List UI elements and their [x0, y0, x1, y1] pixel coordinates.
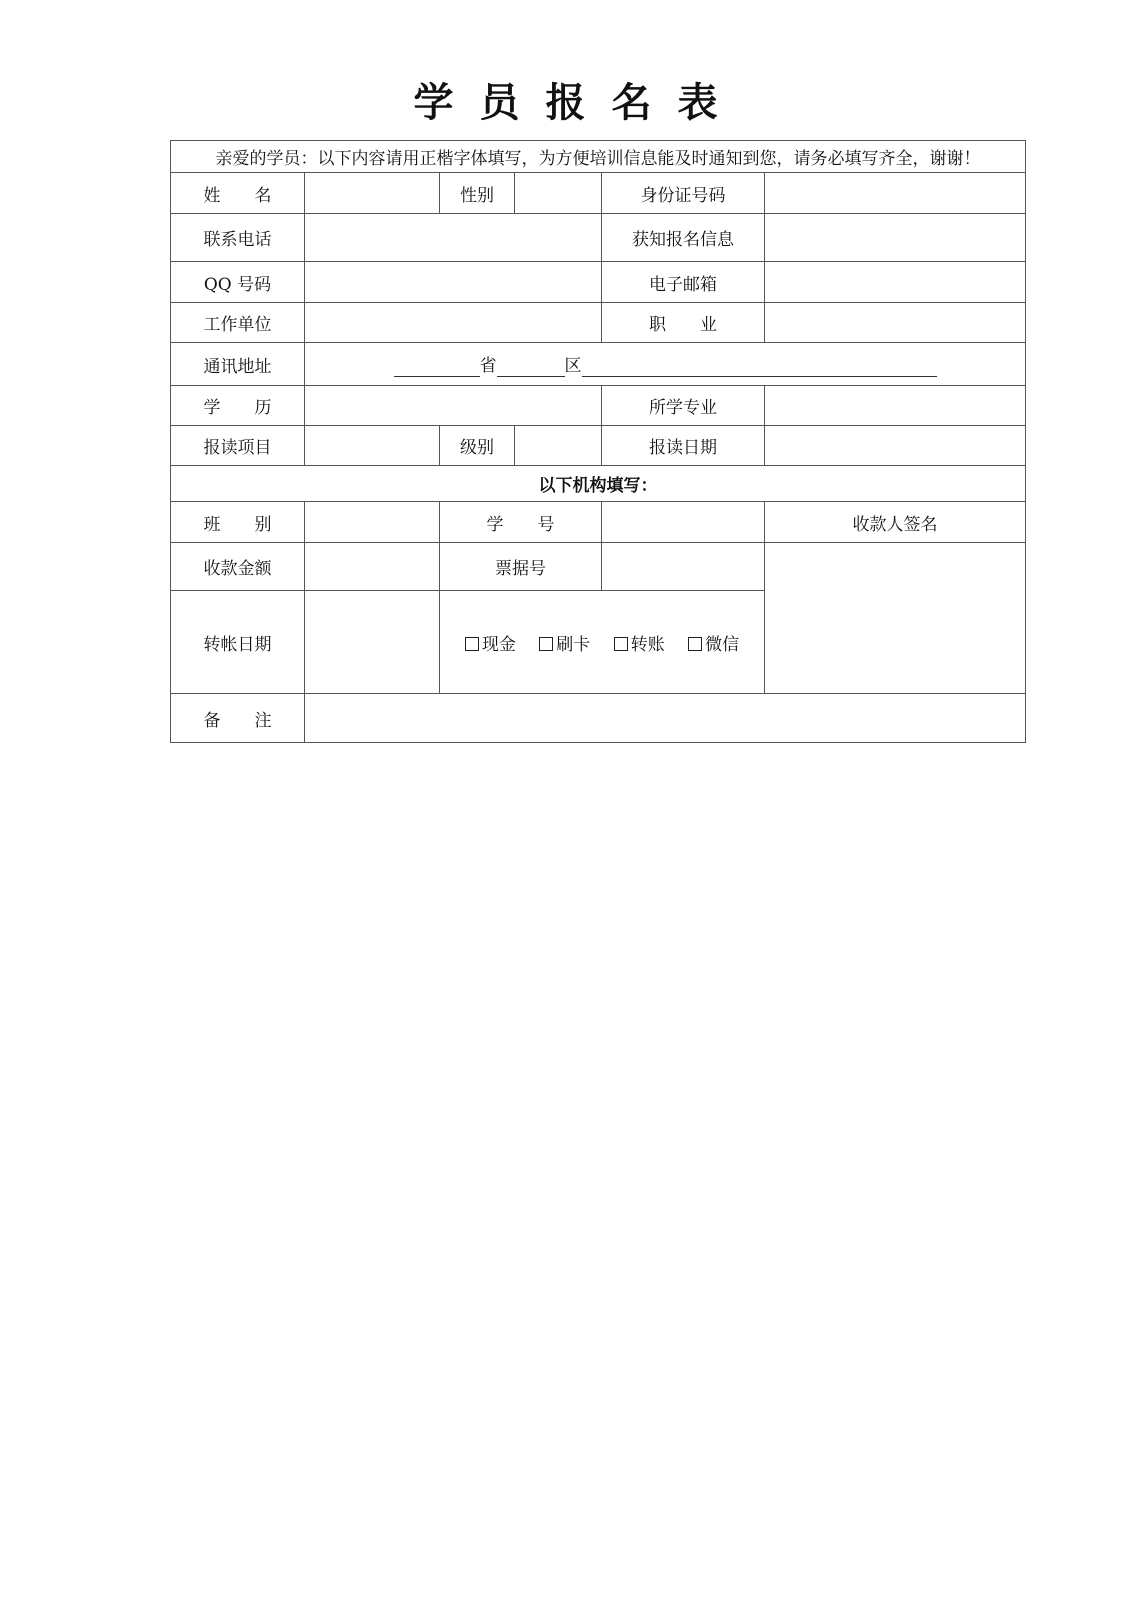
phone-label: 联系电话: [171, 214, 305, 262]
payment-option-wechat[interactable]: 微信: [688, 635, 739, 655]
gender-label: 性别: [440, 173, 515, 214]
notice-text: 亲爱的学员：以下内容请用正楷字体填写，为方便培训信息能及时通知到您，请务必填写齐全，谢谢！: [171, 141, 1026, 173]
id-number-field[interactable]: [765, 173, 1026, 214]
name-field[interactable]: [305, 173, 440, 214]
address-district-blank[interactable]: [497, 358, 565, 377]
level-label: 级别: [440, 426, 515, 466]
program-label: 报读项目: [171, 426, 305, 466]
name-label: 姓 名: [171, 173, 305, 214]
education-field[interactable]: [305, 386, 602, 426]
qq-field[interactable]: [305, 262, 602, 303]
class-field[interactable]: [305, 502, 440, 543]
employer-field[interactable]: [305, 303, 602, 343]
page-title: 学员报名表: [413, 79, 744, 126]
province-label: 省: [479, 356, 497, 376]
payment-option-card[interactable]: 刷卡: [539, 635, 590, 655]
checkbox-icon[interactable]: [688, 637, 702, 651]
registration-form-table: [170, 140, 1026, 743]
payment-option-transfer[interactable]: 转账: [614, 635, 665, 655]
enroll-date-label: 报读日期: [602, 426, 765, 466]
student-no-field[interactable]: [602, 502, 765, 543]
source-label: 获知报名信息: [602, 214, 765, 262]
transfer-date-field[interactable]: [305, 591, 440, 694]
employer-label: 工作单位: [171, 303, 305, 343]
checkbox-icon[interactable]: [465, 637, 479, 651]
receipt-no-field[interactable]: [602, 543, 765, 591]
receipt-no-label: 票据号: [440, 543, 602, 591]
enroll-date-field[interactable]: [765, 426, 1026, 466]
payee-sign-field[interactable]: [765, 543, 1026, 694]
level-field[interactable]: [515, 426, 602, 466]
major-field[interactable]: [765, 386, 1026, 426]
email-label: 电子邮箱: [602, 262, 765, 303]
payee-sign-label: 收款人签名: [765, 502, 1026, 543]
payment-method-options: [440, 591, 765, 694]
occupation-field[interactable]: [765, 303, 1026, 343]
transfer-date-label: 转帐日期: [171, 591, 305, 694]
major-label: 所学专业: [602, 386, 765, 426]
amount-label: 收款金额: [171, 543, 305, 591]
gender-field[interactable]: [515, 173, 602, 214]
address-field[interactable]: [305, 343, 1026, 386]
amount-field[interactable]: [305, 543, 440, 591]
id-number-label: 身份证号码: [602, 173, 765, 214]
phone-field[interactable]: [305, 214, 602, 262]
remarks-field[interactable]: [305, 694, 1026, 743]
address-label: 通讯地址: [171, 343, 305, 386]
qq-label: QQ 号码: [171, 262, 305, 303]
address-province-blank[interactable]: [394, 358, 480, 377]
checkbox-icon[interactable]: [614, 637, 628, 651]
class-label: 班 别: [171, 502, 305, 543]
remarks-label: 备 注: [171, 694, 305, 743]
occupation-label: 职 业: [602, 303, 765, 343]
email-field[interactable]: [765, 262, 1026, 303]
payment-option-cash[interactable]: 现金: [465, 635, 516, 655]
program-field[interactable]: [305, 426, 440, 466]
education-label: 学 历: [171, 386, 305, 426]
source-field[interactable]: [765, 214, 1026, 262]
address-detail-blank[interactable]: [582, 358, 937, 377]
checkbox-icon[interactable]: [539, 637, 553, 651]
org-section-heading: 以下机构填写：: [171, 466, 1026, 502]
student-no-label: 学 号: [440, 502, 602, 543]
district-label: 区: [564, 356, 582, 376]
